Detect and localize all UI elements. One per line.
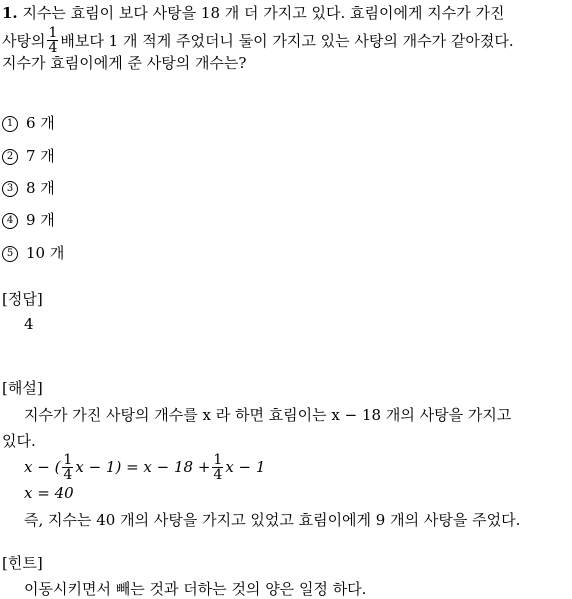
explanation-line-2: 있다. (2, 432, 36, 450)
option-marker: 1 (2, 116, 18, 132)
option-text: 8 개 (26, 179, 55, 197)
option-text: 10 개 (26, 244, 65, 262)
question-fraction (47, 26, 58, 55)
question-line-3 (2, 52, 246, 73)
explanation-equation-1 (24, 448, 265, 486)
equation-1-post: x − 1 (225, 458, 266, 476)
equation-1-pre: x − ( (24, 458, 61, 476)
explanation-line-1: 지수가 가진 사탕의 개수를 x 라 하면 효림이는 x − 18 개의 사탕을 가지고 (24, 406, 512, 424)
question-text-1: 지수는 효림이 보다 사탕을 18 개 더 가지고 있다. 효림이에게 지수가 가진 (22, 4, 505, 22)
hint-header: [힌트] (2, 554, 43, 572)
explanation-header: [해설] (2, 379, 43, 397)
question-number: 1. (2, 4, 18, 22)
question-fraction-numerator: 1 (48, 24, 58, 41)
question-text-2-pre: 사탕의 (2, 31, 46, 50)
explanation-equation-2: x = 40 (24, 484, 74, 502)
question-fraction-denominator: 4 (48, 39, 58, 56)
question-text-3: 지수가 효림이에게 준 사탕의 개수는? (2, 54, 247, 72)
equation-1-mid: x − 1) = x − 18 + (75, 458, 211, 476)
option-marker: 4 (2, 213, 18, 229)
question-line-1 (2, 2, 504, 23)
equation-fraction-2-numerator: 1 (213, 451, 223, 468)
option-5[interactable] (2, 242, 64, 262)
option-text: 6 개 (26, 114, 55, 132)
explanation-conclusion: 즉, 지수는 40 개의 사탕을 가지고 있었고 효림이에게 9 개의 사탕을 주었다. (24, 511, 521, 529)
equation-fraction-1-numerator: 1 (63, 451, 73, 468)
option-3[interactable] (2, 177, 55, 197)
equation-fraction-2-denominator: 4 (213, 466, 223, 483)
equation-fraction-2 (212, 453, 223, 482)
equation-fraction-1 (62, 453, 73, 482)
option-marker: 2 (2, 149, 18, 165)
option-text: 7 개 (26, 147, 55, 165)
option-marker: 5 (2, 246, 18, 262)
hint-text: 이동시키면서 빼는 것과 더하는 것의 양은 일정 하다. (24, 580, 367, 598)
option-2[interactable] (2, 145, 55, 165)
question-text-2-post: 배보다 1 개 적게 주었더니 둘이 가지고 있는 사탕의 개수가 같아졌다. (60, 31, 514, 50)
answer-value: 4 (24, 315, 34, 333)
answer-header: [정답] (2, 290, 43, 308)
option-1[interactable] (2, 112, 55, 132)
option-text: 9 개 (26, 211, 55, 229)
option-marker: 3 (2, 181, 18, 197)
equation-fraction-1-denominator: 4 (63, 466, 73, 483)
option-4[interactable] (2, 209, 55, 229)
